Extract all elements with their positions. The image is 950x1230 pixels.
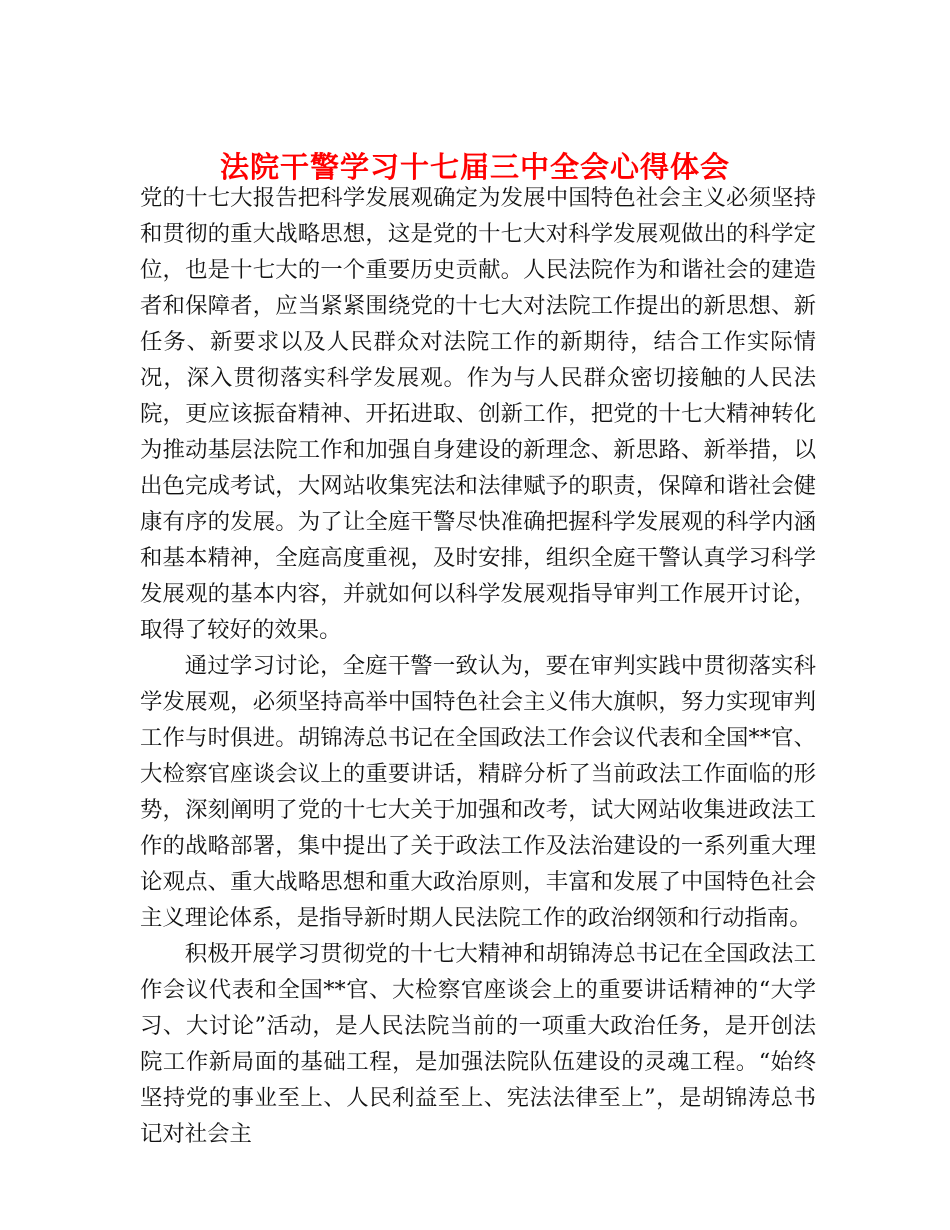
paragraph-1: 党的十七大报告把科学发展观确定为发展中国特色社会主义必须坚持和贯彻的重大战略思想，这是党的十七大对科学发展观做出的科学定位，也是十七大的一个重要历史贡献。人民法院作为和谐社会的建造者和保障者，应当紧紧围绕党的十七大对法院工作提出的新思想、新任务、新要求以及人民群众对法院工作的新期待，结合工作实际情况，深入贯彻落实科学发展观。作为与人民群众密切接触的人民法院，更应该振奋精神、开拓进取、创新工作，把党的十七大精神转化为推动基层法院工作和加强自身建设的新理念、新思路、新举措，以出色完成考试，大网站收集宪法和法律赋予的职责，保障和谐社会健康有序的发展。为了让全庭干警尽快准确把握科学发展观的科学内涵和基本精神，全庭高度重视，及时安排，组织全庭干警认真学习科学发展观的基本内容，并就如何以科学发展观指导审判工作展开讨论，取得了较好的效果。 [140,185,816,643]
paragraph-3: 积极开展学习贯彻党的十七大精神和胡锦涛总书记在全国政法工作会议代表和全国**官、大检察官座谈会上的重要讲话精神的“大学习、大讨论”活动，是人民法院当前的一项重大政治任务，是开创法院工作新局面的基础工程，是加强法院队伍建设的灵魂工程。“始终坚持党的事业至上、人民利益至上、宪法法律至上”，是胡锦涛总书记对社会主 [140,941,816,1147]
document-title: 法院干警学习十七届三中全会心得体会 [219,150,730,185]
paragraph-2: 通过学习讨论，全庭干警一致认为，要在审判实践中贯彻落实科学发展观，必须坚持高举中国特色社会主义伟大旗帜，努力实现审判工作与时俱进。胡锦涛总书记在全国政法工作会议代表和全国**官、大检察官座谈会议上的重要讲话，精辟分析了当前政法工作面临的形势，深刻阐明了党的十七大关于加强和改考，试大网站收集进政法工作的战略部署，集中提出了关于政法工作及法治建设的一系列重大理论观点、重大战略思想和重大政治原则，丰富和发展了中国特色社会主义理论体系，是指导新时期人民法院工作的政治纲领和行动指南。 [140,653,816,931]
document-body [140,180,816,1152]
